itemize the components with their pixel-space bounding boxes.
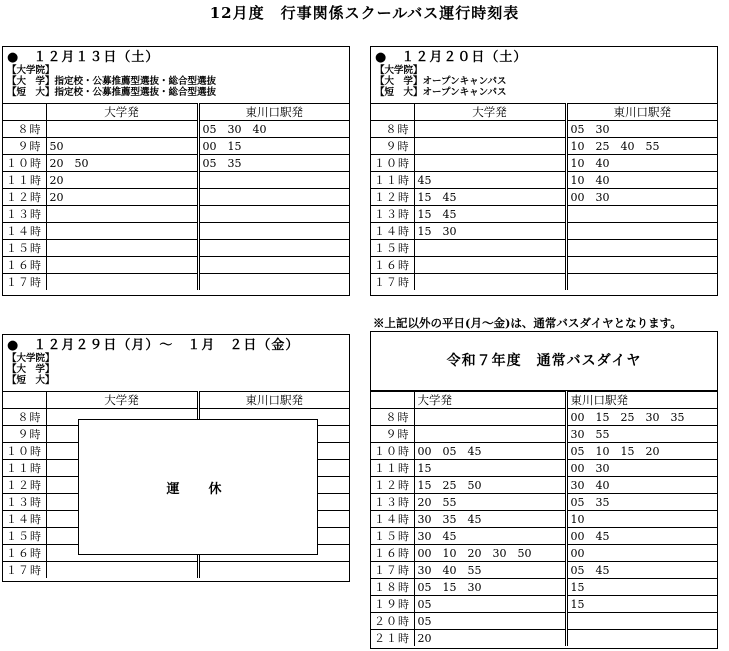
station-cell [198, 223, 349, 240]
schedule-date: ● １２月２０日（土） [375, 50, 528, 65]
table-row [371, 240, 717, 257]
univ-cell: 20 [46, 189, 198, 206]
hour-cell: １６時 [3, 257, 46, 274]
station-cell [566, 206, 717, 223]
station-cell: 30 55 [566, 426, 717, 443]
schedule-line: 【大 学】指定校・公募推薦型選抜・総合型選抜 [7, 76, 217, 87]
schedule-line: 【大学院】 [7, 353, 55, 364]
hour-cell: １４時 [371, 223, 414, 240]
station-cell [198, 189, 349, 206]
station-cell: 10 40 [566, 172, 717, 189]
hour-cell: １１時 [3, 172, 46, 189]
table-row [371, 579, 717, 596]
hour-cell: ９時 [3, 426, 46, 443]
univ-cell: 15 [414, 460, 566, 477]
table-row [3, 274, 349, 291]
schedule-line: 【大学院】 [7, 65, 55, 76]
table-row [371, 426, 717, 443]
service-suspended-box: 運 休 [78, 419, 318, 555]
univ-cell [46, 223, 198, 240]
hour-cell: １１時 [371, 460, 414, 477]
hour-cell: ９時 [3, 138, 46, 155]
hour-cell: １０時 [3, 155, 46, 172]
table-row [371, 494, 717, 511]
schedule-date: ● １２月１３日（土） [7, 50, 160, 65]
hour-cell: １７時 [371, 562, 414, 579]
regular-schedule [370, 331, 718, 649]
hour-cell: １３時 [371, 206, 414, 223]
table-row [371, 121, 717, 138]
table-row [371, 172, 717, 189]
table-row [3, 189, 349, 206]
schedule-header [371, 47, 717, 103]
table-row [371, 562, 717, 579]
hour-cell: ９時 [371, 426, 414, 443]
univ-cell [414, 138, 566, 155]
schedule-line: 【短 大】指定校・公募推薦型選抜・総合型選抜 [7, 87, 217, 98]
timetable [371, 103, 717, 290]
station-cell [566, 630, 717, 647]
station-cell: 00 30 [566, 460, 717, 477]
hour-cell: ８時 [3, 409, 46, 426]
univ-cell: 15 45 [414, 189, 566, 206]
hour-cell: ８時 [371, 121, 414, 138]
hour-cell: １２時 [3, 189, 46, 206]
station-cell [566, 223, 717, 240]
table-row [3, 257, 349, 274]
table-row [3, 155, 349, 172]
univ-cell: 00 10 20 30 50 [414, 545, 566, 562]
hour-cell: ２１時 [371, 630, 414, 647]
univ-cell [414, 274, 566, 291]
station-cell: 05 30 [566, 121, 717, 138]
regular-schedule-note: ※上記以外の平日(月～金)は、通常バスダイヤとなります。 [373, 316, 682, 330]
table-row [371, 477, 717, 494]
hour-cell: ８時 [3, 121, 46, 138]
univ-cell: 00 05 45 [414, 443, 566, 460]
hour-cell: １９時 [371, 596, 414, 613]
hour-cell: １８時 [371, 579, 414, 596]
univ-cell [46, 206, 198, 223]
hour-header [3, 392, 46, 409]
hour-cell: １４時 [3, 511, 46, 528]
table-row [3, 562, 349, 579]
hour-cell: １４時 [3, 223, 46, 240]
col-header-univ: 大学発 [46, 104, 198, 121]
table-row [371, 443, 717, 460]
col-header-univ: 大学発 [414, 392, 566, 409]
table-row [371, 257, 717, 274]
univ-cell [414, 240, 566, 257]
table-row [3, 240, 349, 257]
hour-cell: １５時 [3, 240, 46, 257]
schedule-line: 【大 学】オープンキャンパス [375, 76, 507, 87]
station-cell [198, 206, 349, 223]
hour-cell: １５時 [371, 240, 414, 257]
table-row [371, 274, 717, 291]
univ-cell: 30 40 55 [414, 562, 566, 579]
univ-cell [414, 409, 566, 426]
hour-cell: １２時 [371, 477, 414, 494]
schedule-dec20 [370, 46, 718, 296]
univ-cell: 20 55 [414, 494, 566, 511]
hour-cell: １０時 [371, 155, 414, 172]
hour-cell: １５時 [3, 528, 46, 545]
station-cell: 05 30 40 [198, 121, 349, 138]
table-row [371, 630, 717, 647]
station-cell: 05 35 [198, 155, 349, 172]
hour-header [3, 104, 46, 121]
station-cell [198, 240, 349, 257]
table-row [371, 545, 717, 562]
univ-cell: 30 45 [414, 528, 566, 545]
timetable [3, 103, 349, 290]
hour-cell: １３時 [3, 494, 46, 511]
regular-schedule-title: 令和７年度 通常バスダイヤ [371, 332, 717, 391]
table-row [371, 460, 717, 477]
univ-cell [46, 274, 198, 291]
table-row [371, 511, 717, 528]
univ-cell: 30 35 45 [414, 511, 566, 528]
hour-cell: １６時 [3, 545, 46, 562]
table-row [3, 206, 349, 223]
univ-cell: 05 [414, 613, 566, 630]
station-cell [198, 172, 349, 189]
univ-cell [46, 121, 198, 138]
page-title: 12月度 行事関係スクールバス運行時刻表 [209, 4, 520, 22]
table-row [371, 206, 717, 223]
hour-cell: ２０時 [371, 613, 414, 630]
univ-cell [46, 257, 198, 274]
station-cell [566, 240, 717, 257]
table-row [3, 121, 349, 138]
station-cell [198, 257, 349, 274]
hour-cell: １０時 [371, 443, 414, 460]
station-cell: 10 40 [566, 155, 717, 172]
univ-cell: 05 15 30 [414, 579, 566, 596]
hour-cell: ９時 [371, 138, 414, 155]
station-cell: 10 [566, 511, 717, 528]
univ-cell: 15 45 [414, 206, 566, 223]
timetable [371, 391, 717, 646]
station-cell: 15 [566, 596, 717, 613]
univ-cell [414, 257, 566, 274]
univ-cell: 20 [414, 630, 566, 647]
schedule-header [3, 47, 349, 103]
univ-cell: 20 50 [46, 155, 198, 172]
station-cell: 00 45 [566, 528, 717, 545]
station-cell [198, 274, 349, 291]
table-row [371, 155, 717, 172]
hour-cell: １２時 [3, 477, 46, 494]
hour-cell: １７時 [3, 274, 46, 291]
station-cell: 10 25 40 55 [566, 138, 717, 155]
hour-header [371, 392, 414, 409]
station-cell: 00 [566, 545, 717, 562]
univ-cell: 50 [46, 138, 198, 155]
hour-cell: １７時 [3, 562, 46, 579]
station-cell [566, 274, 717, 291]
hour-cell: １６時 [371, 257, 414, 274]
col-header-univ: 大学発 [46, 392, 198, 409]
table-row [371, 189, 717, 206]
col-header-station: 東川口駅発 [198, 392, 349, 409]
table-row [3, 138, 349, 155]
univ-cell [46, 240, 198, 257]
station-cell [566, 613, 717, 630]
table-row [371, 613, 717, 630]
station-cell: 30 40 [566, 477, 717, 494]
schedule-dec13 [2, 46, 350, 296]
hour-cell: １３時 [3, 206, 46, 223]
hour-cell: １６時 [371, 545, 414, 562]
hour-cell: １４時 [371, 511, 414, 528]
hour-cell: １５時 [371, 528, 414, 545]
univ-cell: 20 [46, 172, 198, 189]
col-header-station: 東川口駅発 [566, 392, 717, 409]
station-cell: 00 15 [198, 138, 349, 155]
col-header-univ: 大学発 [414, 104, 566, 121]
schedule-line: 【短 大】オープンキャンパス [375, 87, 507, 98]
col-header-station: 東川口駅発 [566, 104, 717, 121]
table-row [371, 528, 717, 545]
univ-cell: 15 30 [414, 223, 566, 240]
univ-cell [414, 426, 566, 443]
schedule-header [3, 335, 349, 391]
table-row [3, 223, 349, 240]
hour-cell: １２時 [371, 189, 414, 206]
col-header-station: 東川口駅発 [198, 104, 349, 121]
univ-cell [46, 562, 198, 579]
hour-cell: １１時 [371, 172, 414, 189]
station-cell: 15 [566, 579, 717, 596]
table-row [371, 596, 717, 613]
station-cell [566, 257, 717, 274]
station-cell: 00 15 25 30 35 [566, 409, 717, 426]
hour-cell: １３時 [371, 494, 414, 511]
hour-header [371, 104, 414, 121]
table-row [371, 138, 717, 155]
univ-cell [414, 155, 566, 172]
table-row [371, 223, 717, 240]
schedule-date: ● １２月２９日（月）～ １月 ２日（金） [7, 338, 300, 353]
station-cell: 05 35 [566, 494, 717, 511]
schedule-line: 【短 大】 [7, 375, 55, 386]
table-row [371, 409, 717, 426]
station-cell: 00 30 [566, 189, 717, 206]
hour-cell: １１時 [3, 460, 46, 477]
hour-cell: ８時 [371, 409, 414, 426]
univ-cell [414, 121, 566, 138]
station-cell: 05 45 [566, 562, 717, 579]
univ-cell: 05 [414, 596, 566, 613]
univ-cell: 15 25 50 [414, 477, 566, 494]
hour-cell: １０時 [3, 443, 46, 460]
table-row [3, 172, 349, 189]
station-cell: 05 10 15 20 [566, 443, 717, 460]
schedule-line: 【大 学】 [7, 364, 55, 375]
station-cell [198, 562, 349, 579]
univ-cell: 45 [414, 172, 566, 189]
hour-cell: １７時 [371, 274, 414, 291]
schedule-line: 【大学院】 [375, 65, 423, 76]
